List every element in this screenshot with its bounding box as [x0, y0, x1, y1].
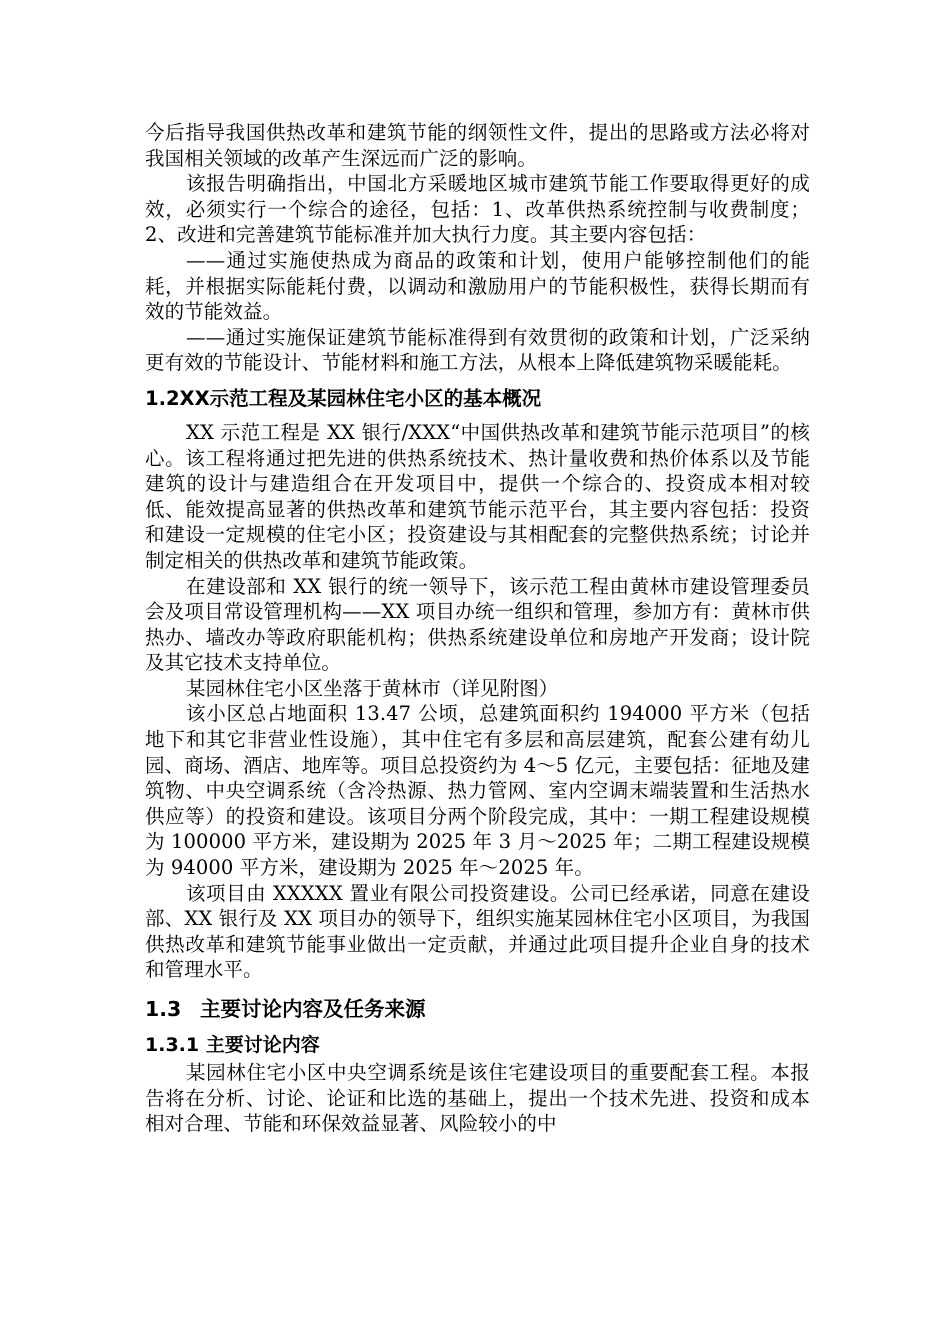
section-title: 主要讨论内容及任务来源: [200, 997, 426, 1021]
section-heading-1-3: [145, 995, 810, 1023]
paragraph: ——通过实施使热成为商品的政策和计划，使用户能够控制他们的能耗，并根据实际能耗付费，以调动和激励用户的节能积极性，获得长期而有效的节能效益。: [145, 248, 810, 324]
paragraph: XX 示范工程是 XX 银行/XXX“中国供热改革和建筑节能示范项目”的核心。该工程将通过把先进的供热系统技术、热计量收费和热价体系以及节能建筑的设计与建造组合在开发项目中，提供一个综合的、投资成本相对较低、能效提高显著的供热改革和建筑节能示范平台，其主要内容包括：投资和建设一定规模的住宅小区；投资建设与其相配套的完整供热系统；讨论并制定相关的供热改革和建筑节能政策。: [145, 420, 810, 572]
section-heading-1-2: 1.2XX示范工程及某园林住宅小区的基本概况: [145, 386, 542, 410]
paragraph: 今后指导我国供热改革和建筑节能的纲领性文件，提出的思路或方法必将对我国相关领域的改革产生深远而广泛的影响。: [145, 121, 810, 170]
paragraph: 某园林住宅小区中央空调系统是该住宅建设项目的重要配套工程。本报告将在分析、讨论、论证和比选的基础上，提出一个技术先进、投资和成本相对合理、节能和环保效益显著、风险较小的中: [145, 1061, 810, 1136]
paragraph: ——通过实施保证建筑节能标准得到有效贯彻的政策和计划，广泛采纳更有效的节能设计、节能材料和施工方法，从根本上降低建筑物采暖能耗。: [145, 325, 810, 375]
paragraph: 某园林住宅小区坐落于黄林市（详见附图）: [186, 676, 559, 700]
document-page: [145, 120, 810, 1137]
paragraph: 在建设部和 XX 银行的统一领导下，该示范工程由黄林市建设管理委员会及项目常设管理机构——XX 项目办统一组织和管理，参加方有：黄林市供热办、墙改办等政府职能机构；供热系统建设单位和房地产开发商；设计院及其它技术支持单位。: [145, 574, 810, 675]
paragraph: 该小区总占地面积 13.47 公顷，总建筑面积约 194000 平方米（包括地下和其它非营业性设施），其中住宅有多层和高层建筑，配套公建有幼儿园、商场、酒店、地库等。项目总投资约为 4～5 亿元，主要包括：征地及建筑物、中央空调系统（含冷热源、热力管网、室内空调末端装置和生活热水供应等）的投资和建设。该项目分两个阶段完成，其中：一期工程建设规模为 100000 平方米，建设期为 2025 年 3 月～2025 年；二期工程建设规模为 94000 平方米，建设期为 2025 年～2025 年。: [145, 702, 810, 880]
section-number: 1.3: [145, 997, 182, 1021]
paragraph: 该项目由 XXXXX 置业有限公司投资建设。公司已经承诺，同意在建设部、XX 银行及 XX 项目办的领导下，组织实施某园林住宅小区项目，为我国供热改革和建筑节能事业做出一定贡献，并通过此项目提升企业自身的技术和管理水平。: [145, 881, 810, 982]
paragraph: 该报告明确指出，中国北方采暖地区城市建筑节能工作要取得更好的成效，必须实行一个综合的途径，包括：1、改革供热系统控制与收费制度；2、改进和完善建筑节能标准并加大执行力度。其主要内容包括：: [145, 172, 810, 247]
subsection-heading-1-3-1: 1.3.1 主要讨论内容: [145, 1034, 320, 1056]
